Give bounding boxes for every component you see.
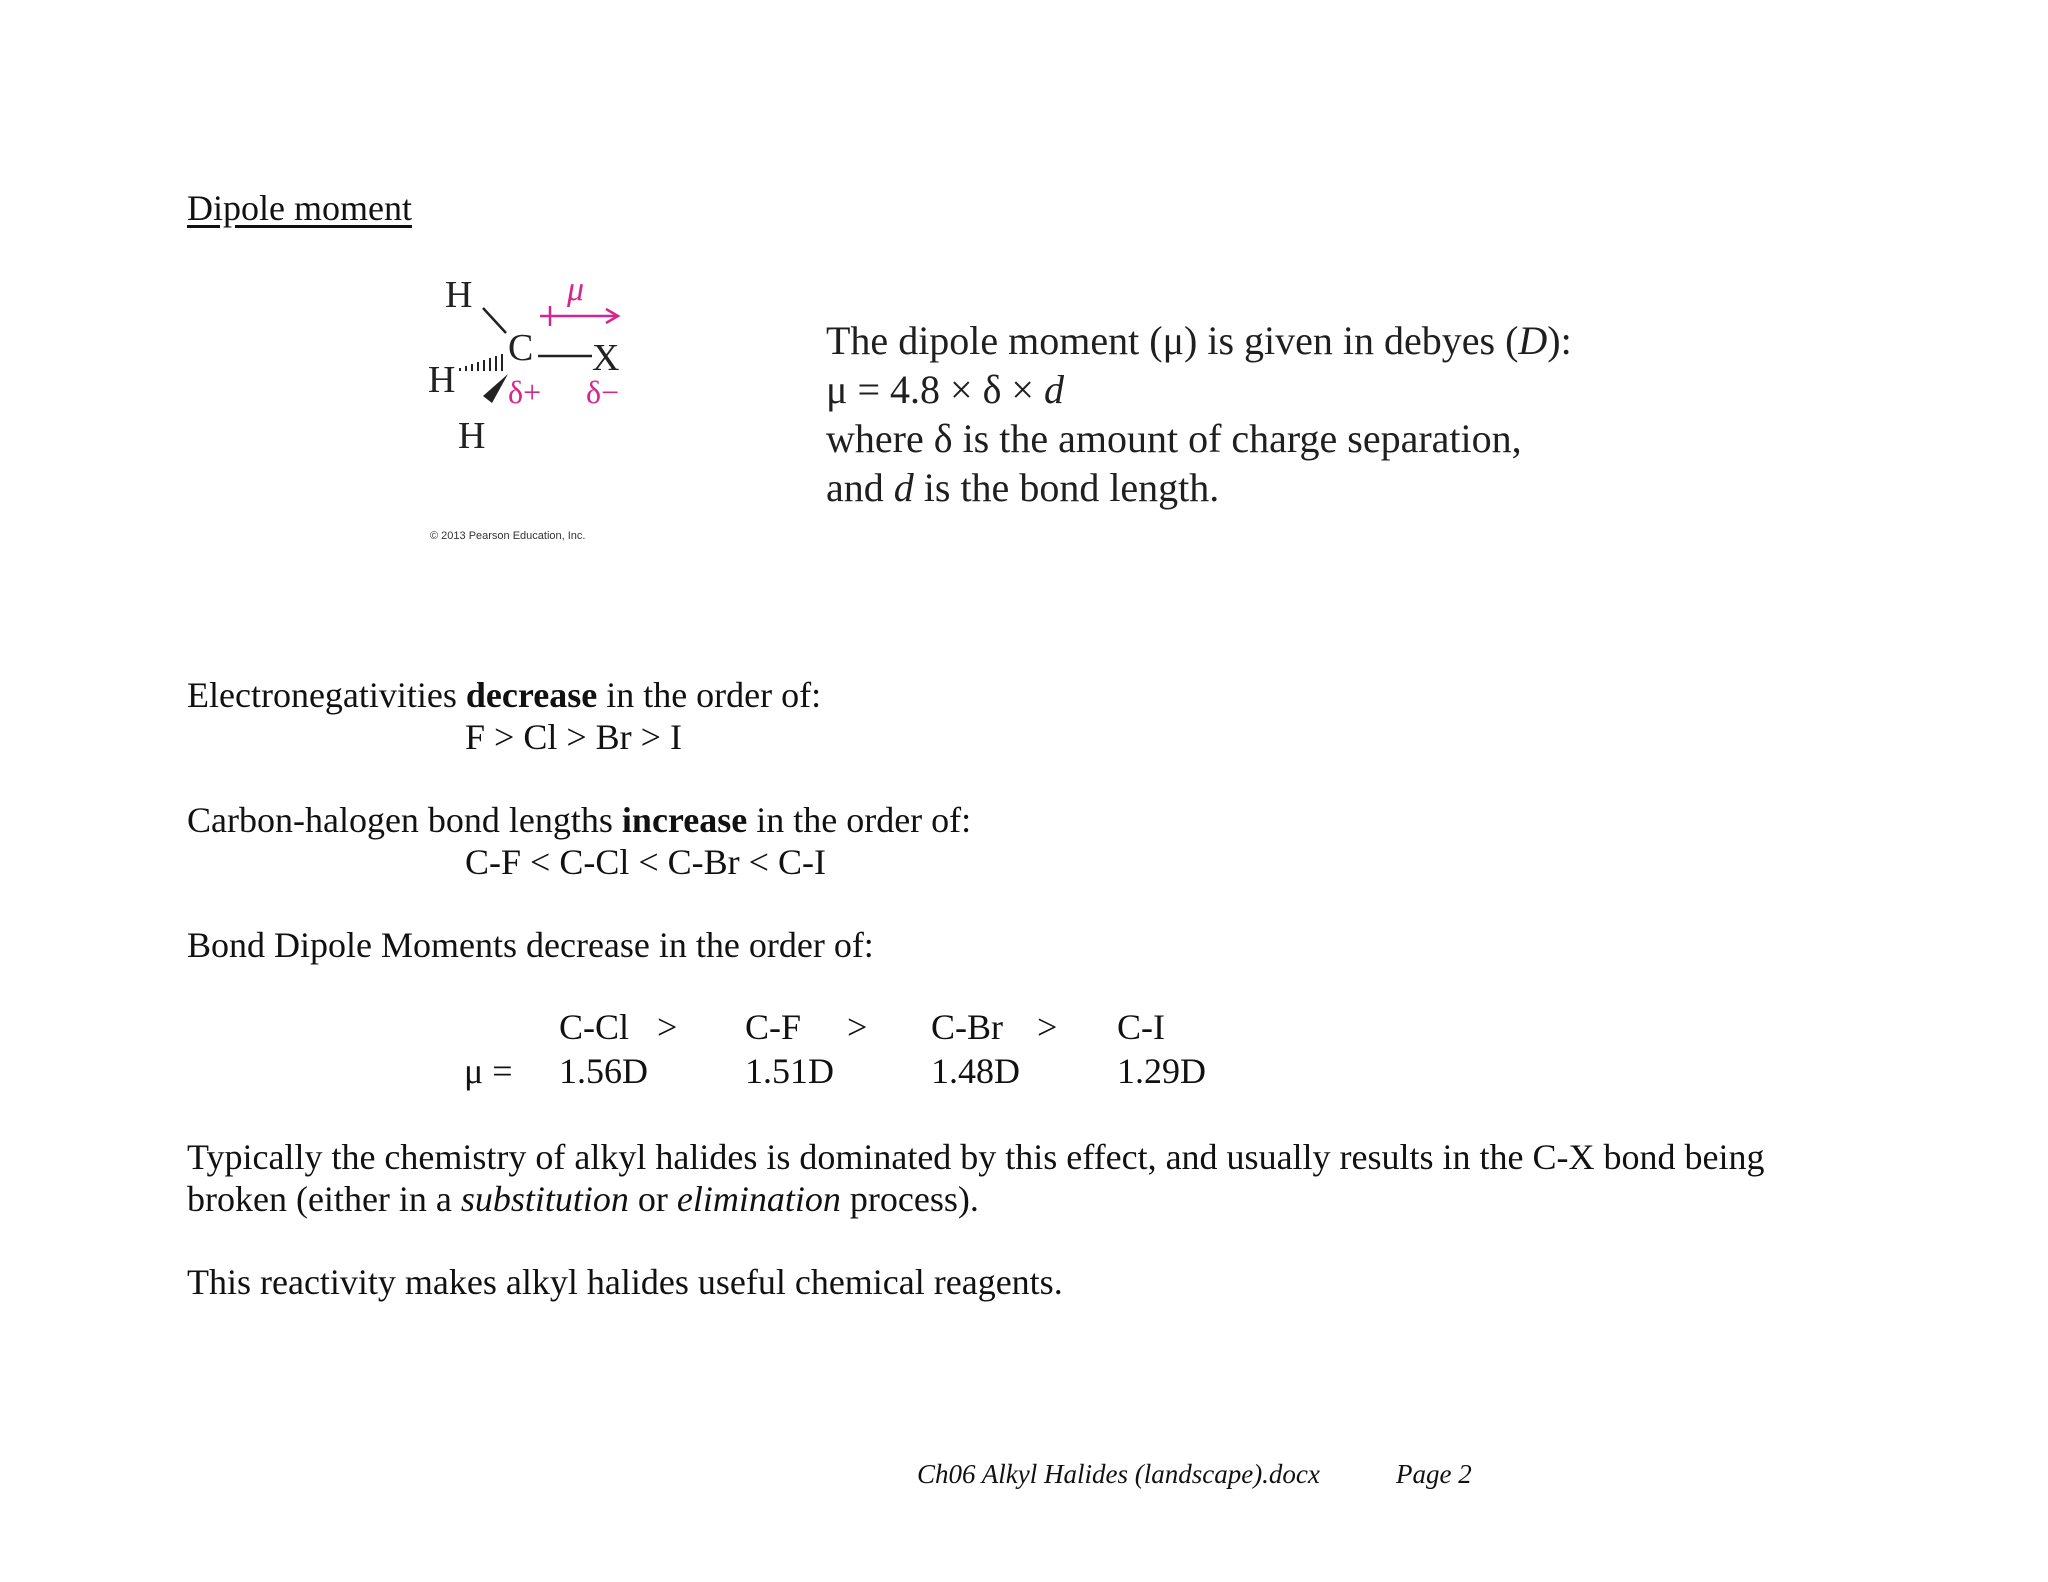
dipole-molecule-figure bbox=[420, 260, 700, 560]
paragraph-text: process). bbox=[840, 1179, 979, 1219]
dipole-value: 1.56D bbox=[559, 1051, 648, 1091]
bond-name: C-Br bbox=[931, 1007, 1003, 1047]
mu-equals-label: μ = bbox=[464, 1051, 513, 1091]
formula-line-1 bbox=[826, 316, 1572, 365]
bond-dipole-table bbox=[464, 1005, 1237, 1093]
bond-length-intro-end: in the order of: bbox=[747, 800, 972, 840]
bond-name-row bbox=[464, 1005, 1237, 1049]
footer-filename: Ch06 Alkyl Halides (landscape).docx bbox=[917, 1459, 1320, 1489]
dipole-arrow bbox=[540, 306, 618, 326]
atom-h-left: H bbox=[428, 359, 456, 401]
bond-length-intro bbox=[187, 799, 971, 841]
table-cell bbox=[559, 1005, 745, 1049]
table-cell-empty bbox=[464, 1005, 559, 1049]
bond-length-intro-text: Carbon-halogen bond lengths bbox=[187, 800, 622, 840]
formula-line-3: where δ is the amount of charge separation, bbox=[826, 416, 1522, 461]
solid-wedge-bond bbox=[483, 374, 508, 403]
paragraph-italic-elimination: elimination bbox=[676, 1179, 841, 1219]
atom-h-bottom: H bbox=[458, 415, 486, 457]
dipole-value: 1.51D bbox=[745, 1051, 834, 1091]
footer-page-number: Page 2 bbox=[1396, 1459, 1472, 1489]
atom-h-top: H bbox=[445, 274, 473, 316]
dipole-value: 1.48D bbox=[931, 1051, 1020, 1091]
delta-plus-label: δ+ bbox=[508, 374, 542, 410]
table-cell bbox=[745, 1005, 931, 1049]
section-heading: Dipole moment bbox=[187, 188, 412, 228]
mu-label: μ bbox=[567, 271, 585, 308]
order-symbol: > bbox=[847, 1007, 868, 1047]
bond-name: C-Cl bbox=[559, 1007, 630, 1047]
order-symbol: > bbox=[657, 1007, 678, 1047]
formula-line-1-end: ): bbox=[1547, 318, 1572, 363]
paragraph-italic-substitution: substitution bbox=[460, 1179, 629, 1219]
paragraph-text: Typically the chemistry of alkyl halides is dominated by this effect, and usually results in the C-X bond being broken (either in a bbox=[187, 1137, 1765, 1219]
formula-line-1-text: The dipole moment (μ) is given in debyes ( bbox=[826, 318, 1519, 363]
atom-carbon: C bbox=[508, 327, 534, 369]
formula-line-4-end: is the bond length. bbox=[913, 465, 1220, 510]
dipole-value: 1.29D bbox=[1117, 1051, 1206, 1091]
formula-line-2 bbox=[826, 365, 1572, 414]
formula-line-4-var: d bbox=[893, 465, 914, 510]
delta-minus-label: δ− bbox=[586, 374, 620, 410]
electronegativity-order: F > Cl > Br > I bbox=[465, 717, 682, 757]
electronegativity-intro-bold: decrease bbox=[465, 675, 598, 715]
bond-name: C-F bbox=[745, 1007, 802, 1047]
bond-length-order: C-F < C-Cl < C-Br < C-I bbox=[465, 842, 826, 882]
table-cell bbox=[1117, 1005, 1237, 1049]
formula-line-4-text: and bbox=[826, 465, 894, 510]
reagents-paragraph: This reactivity makes alkyl halides useful chemical reagents. bbox=[187, 1262, 1063, 1302]
copyright-notice: © 2013 Pearson Education, Inc. bbox=[430, 530, 586, 542]
formula-line-4 bbox=[826, 463, 1572, 512]
electronegativity-intro-text: Electronegativities bbox=[187, 675, 466, 715]
formula-line-1-var: D bbox=[1518, 318, 1548, 363]
dipole-value-row bbox=[464, 1049, 1237, 1093]
bond-dipole-intro: Bond Dipole Moments decrease in the order of: bbox=[187, 925, 874, 965]
bond-name: C-I bbox=[1117, 1007, 1165, 1047]
bond-length-intro-bold: increase bbox=[621, 800, 748, 840]
formula-line-2-text: μ = 4.8 × δ × bbox=[826, 367, 1044, 412]
reactivity-paragraph bbox=[187, 1136, 1807, 1220]
electronegativity-intro bbox=[187, 674, 821, 716]
atom-halogen: X bbox=[592, 337, 620, 379]
electronegativity-intro-end: in the order of: bbox=[597, 675, 822, 715]
dipole-formula-text bbox=[826, 316, 1572, 512]
hashed-wedge-bond bbox=[460, 354, 502, 371]
formula-line-2-var: d bbox=[1043, 367, 1064, 412]
order-symbol: > bbox=[1037, 1007, 1058, 1047]
table-cell bbox=[931, 1005, 1117, 1049]
bond-h-top bbox=[483, 308, 506, 333]
paragraph-text: or bbox=[628, 1179, 677, 1219]
